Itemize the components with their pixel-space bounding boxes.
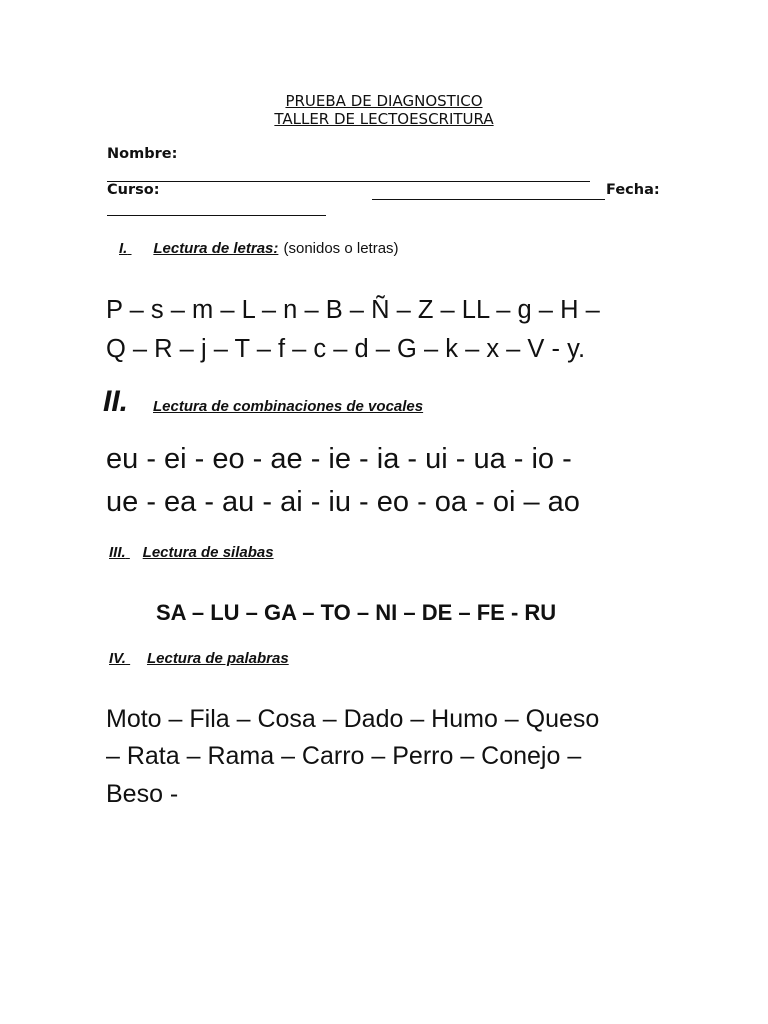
course-underline [372,199,605,200]
document-title-line2: TALLER DE LECTOESCRITURA [274,110,494,128]
section-1-spacer [127,240,153,257]
document-title-line1: PRUEBA DE DIAGNOSTICO [285,92,483,110]
name-label: Nombre: [107,146,178,162]
section-1-heading [119,238,399,257]
section-3-spacer [126,544,143,561]
section-4-spacer [126,650,147,667]
section-3-number: III. [109,544,126,561]
section-1-title: Lectura de letras: [153,240,279,257]
course-label: Curso: [107,182,160,198]
name-underline [107,181,590,182]
words-line-3: Beso - [106,780,179,808]
letters-line-2: Q – R – j – T – f – c – d – G – k – x – V - y. [106,335,586,363]
section-4-title: Lectura de palabras [146,650,289,667]
section-4-heading [109,648,289,667]
section-2-number: II. [103,385,129,418]
date-underline [107,215,326,216]
syllables-line: SA – LU – GA – TO – NI – DE – FE - RU [156,600,557,625]
section-2-title: Lectura de combinaciones de vocales [153,398,424,415]
section-3-heading [109,542,274,561]
section-1-note: (sonidos o letras) [283,240,399,257]
vowels-line-2: ue - ea - au - ai - iu - eo - oa - oi – ao [106,486,580,518]
section-1-number: I. [119,240,128,257]
words-line-1: Moto – Fila – Cosa – Dado – Humo – Queso [106,705,600,733]
section-3-title: Lectura de silabas [142,544,274,561]
vowels-line-1: eu - ei - eo - ae - ie - ia - ui - ua - io - [106,443,572,475]
date-label: Fecha: [606,182,660,198]
words-line-2: – Rata – Rama – Carro – Perro – Conejo – [106,742,582,770]
section-4-number: IV. [109,650,126,667]
letters-line-1: P – s – m – L – n – B – Ñ – Z – LL – g – H – [106,296,600,324]
